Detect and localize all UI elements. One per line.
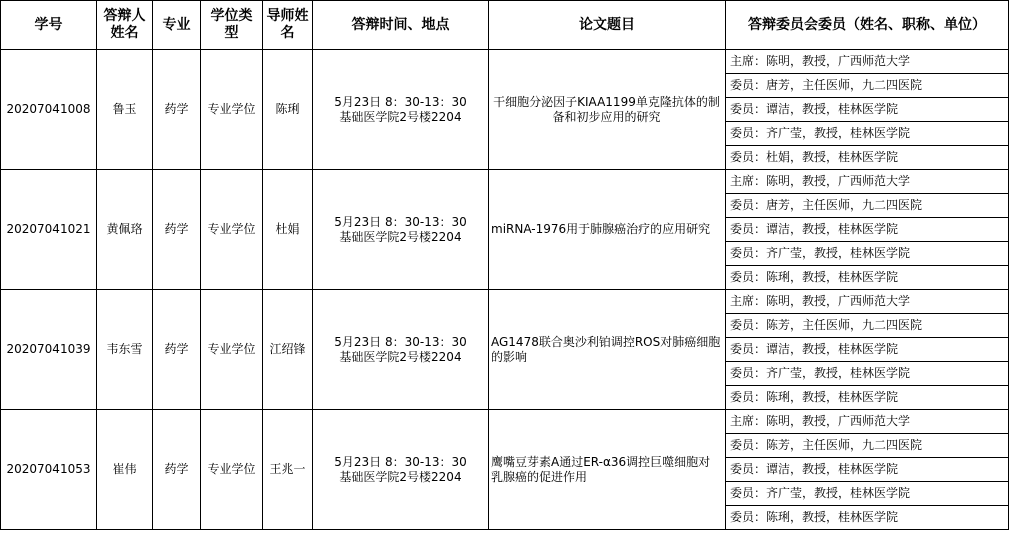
table-row [1,170,1009,194]
header-degree-type: 学位类型 [201,1,263,50]
defense-place: 基础医学院2号楼2204 [339,349,462,364]
table-row [1,290,1009,314]
student-name-cell: 韦东雪 [97,290,153,410]
degree-type-cell: 专业学位 [201,410,263,530]
thesis-title-cell: miRNA-1976用于肺腺癌治疗的应用研究 [489,170,726,290]
committee-member: 委员：杜娟，教授，桂林医学院 [726,146,1009,170]
header-student-id: 学号 [1,1,97,50]
header-major: 专业 [153,1,201,50]
time-place-cell [313,290,489,410]
degree-type-cell: 专业学位 [201,50,263,170]
student-name-cell: 鲁玉 [97,50,153,170]
defense-time: 5月23日 8：30-13：30 [334,94,467,109]
student-id-cell: 20207041008 [1,50,97,170]
degree-type-cell: 专业学位 [201,170,263,290]
thesis-title-cell: 鹰嘴豆芽素A通过ER-α36调控巨噬细胞对乳腺癌的促进作用 [489,410,726,530]
committee-member: 委员：齐广莹，教授，桂林医学院 [726,482,1009,506]
committee-member: 委员：唐芳，主任医师，九二四医院 [726,194,1009,218]
committee-member: 委员：谭洁，教授，桂林医学院 [726,218,1009,242]
committee-member: 委员：齐广莹，教授，桂林医学院 [726,362,1009,386]
committee-member: 委员：齐广莹，教授，桂林医学院 [726,242,1009,266]
committee-member: 委员：陈芳，主任医师，九二四医院 [726,434,1009,458]
major-cell: 药学 [153,290,201,410]
defense-place: 基础医学院2号楼2204 [339,469,462,484]
committee-member: 主席：陈明，教授，广西师范大学 [726,170,1009,194]
committee-member: 委员：陈琍，教授，桂林医学院 [726,386,1009,410]
committee-member: 委员：谭洁，教授，桂林医学院 [726,338,1009,362]
committee-member: 委员：陈琍，教授，桂林医学院 [726,506,1009,530]
header-time-place: 答辩时间、地点 [313,1,489,50]
major-cell: 药学 [153,410,201,530]
committee-member: 委员：唐芳，主任医师，九二四医院 [726,74,1009,98]
advisor-cell: 陈琍 [263,50,313,170]
time-place-cell [313,50,489,170]
table-row [1,50,1009,74]
student-id-cell: 20207041039 [1,290,97,410]
header-advisor: 导师姓名 [263,1,313,50]
major-cell: 药学 [153,170,201,290]
defense-place: 基础医学院2号楼2204 [339,229,462,244]
header-student-name: 答辩人姓名 [97,1,153,50]
header-thesis-title: 论文题目 [489,1,726,50]
advisor-cell: 江绍锋 [263,290,313,410]
student-name-cell: 崔伟 [97,410,153,530]
committee-member: 委员：陈琍，教授，桂林医学院 [726,266,1009,290]
header-row [1,1,1009,50]
committee-member: 委员：陈芳，主任医师，九二四医院 [726,314,1009,338]
advisor-cell: 杜娟 [263,170,313,290]
committee-member: 主席：陈明，教授，广西师范大学 [726,410,1009,434]
advisor-cell: 王兆一 [263,410,313,530]
student-id-cell: 20207041021 [1,170,97,290]
committee-member: 委员：谭洁，教授，桂林医学院 [726,458,1009,482]
student-id-cell: 20207041053 [1,410,97,530]
defense-time: 5月23日 8：30-13：30 [334,454,467,469]
thesis-title-cell: 干细胞分泌因子KIAA1199单克隆抗体的制备和初步应用的研究 [489,50,726,170]
major-cell: 药学 [153,50,201,170]
committee-member: 主席：陈明，教授，广西师范大学 [726,50,1009,74]
committee-member: 主席：陈明，教授，广西师范大学 [726,290,1009,314]
defense-time: 5月23日 8：30-13：30 [334,334,467,349]
time-place-cell [313,410,489,530]
table-row [1,410,1009,434]
time-place-cell [313,170,489,290]
degree-type-cell: 专业学位 [201,290,263,410]
defense-time: 5月23日 8：30-13：30 [334,214,467,229]
defense-place: 基础医学院2号楼2204 [339,109,462,124]
header-committee: 答辩委员会委员（姓名、职称、单位） [726,1,1009,50]
student-name-cell: 黄佩珞 [97,170,153,290]
committee-member: 委员：齐广莹，教授，桂林医学院 [726,122,1009,146]
committee-member: 委员：谭洁，教授，桂林医学院 [726,98,1009,122]
thesis-title-cell: AG1478联合奥沙利铂调控ROS对肺癌细胞的影响 [489,290,726,410]
